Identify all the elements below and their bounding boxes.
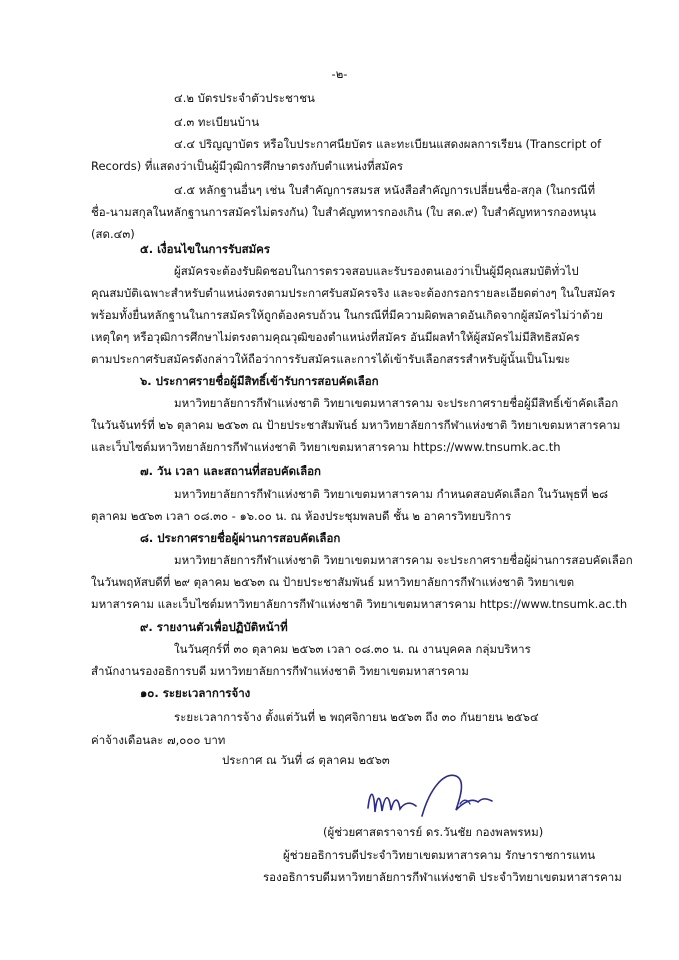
item-4-3: ๔.๓ ทะเบียนบ้าน bbox=[174, 115, 260, 129]
section-9-line1: ในวันศุกร์ที่ ๓๐ ตุลาคม ๒๕๖๓ เวลา ๐๘.๓๐ น. ณ งานบุคคล กลุ่มบริหาร bbox=[174, 642, 531, 656]
section-10-line1: ระยะเวลาการจ้าง ตั้งแต่วันที่ ๒ พฤศจิกายน ๒๕๖๓ ถึง ๓๐ กันยายน ๒๕๖๔ bbox=[174, 710, 539, 724]
section-6-line1: มหาวิทยาลัยการกีฬาแห่งชาติ วิทยาเขตมหาสารคาม จะประกาศรายชื่อผู้มีสิทธิ์เข้าคัดเลือก bbox=[174, 396, 619, 410]
section-7-heading: ๗. วัน เวลา และสถานที่สอบคัดเลือก bbox=[140, 464, 321, 478]
section-6-heading: ๖. ประกาศรายชื่อผู้มีสิทธิ์เข้ารับการสอบคัดเลือก bbox=[140, 374, 379, 388]
handwritten-signature bbox=[360, 768, 510, 828]
section-5-line2: คุณสมบัติเฉพาะสำหรับตำแหน่งตรงตามประกาศรับสมัครจริง และจะต้องกรอกรายละเอียดต่างๆ ในใบสมัคร bbox=[91, 286, 616, 300]
section-8-line1: มหาวิทยาลัยการกีฬาแห่งชาติ วิทยาเขตมหาสารคาม จะประกาศรายชื่อผู้ผ่านการสอบคัดเลือก bbox=[174, 553, 633, 567]
section-6-line2: ในวันจันทร์ที่ ๒๖ ตุลาคม ๒๕๖๓ ณ ป้ายประชาสัมพันธ์ มหาวิทยาลัยการกีฬาแห่งชาติ วิทยาเขตมหาสารคาม bbox=[91, 418, 621, 432]
item-4-4-line1: ๔.๔ ปริญญาบัตร หรือใบประกาศนียบัตร และทะเบียนแสดงผลการเรียน (Transcript of bbox=[174, 137, 602, 151]
page-number: -๒- bbox=[331, 67, 348, 81]
section-8-line3: มหาสารคาม และเว็บไซต์มหาวิทยาลัยการกีฬาแห่งชาติ วิทยาเขตมหาสารคาม https://www.tnsumk.ac.th bbox=[91, 597, 628, 611]
section-5-heading: ๕. เงื่อนไขในการรับสมัคร bbox=[140, 242, 271, 256]
item-4-5-line3: (สด.๔๓) bbox=[91, 227, 135, 241]
item-4-5-line1: ๔.๕ หลักฐานอื่นๆ เช่น ใบสำคัญการสมรส หนังสือสำคัญการเปลี่ยนชื่อ-สกุล (ในกรณีที่ bbox=[174, 183, 596, 197]
announce-date: ประกาศ ณ วันที่ ๘ ตุลาคม ๒๕๖๓ bbox=[222, 753, 390, 767]
item-4-4-line2: Records) ที่แสดงว่าเป็นผู้มีวุฒิการศึกษาตรงกับตำแหน่งที่สมัคร bbox=[91, 159, 403, 173]
item-4-5-line2: ชื่อ-นามสกุลในหลักฐานการสมัครไม่ตรงกัน) ใบสำคัญทหารกองเกิน (ใบ สด.๙) ใบสำคัญทหารกองหนุน bbox=[91, 205, 596, 219]
section-10-line2: ค่าจ้างเดือนละ ๗,๐๐๐ บาท bbox=[91, 733, 226, 747]
section-9-heading: ๙. รายงานตัวเพื่อปฏิบัติหน้าที่ bbox=[140, 620, 288, 634]
signatory-position-line2: รองอธิการบดีมหาวิทยาลัยการกีฬาแห่งชาติ ประจำวิทยาเขตมหาสารคาม bbox=[263, 870, 622, 884]
section-5-line5: ตามประกาศรับสมัครดังกล่าวให้ถือว่าการรับสมัครและการได้เข้ารับเลือกสรรสำหรับผู้นั้นเป็นโมฆะ bbox=[91, 352, 571, 366]
section-8-heading: ๘. ประกาศรายชื่อผู้ผ่านการสอบคัดเลือก bbox=[140, 531, 341, 545]
section-10-heading: ๑๐. ระยะเวลาการจ้าง bbox=[140, 686, 251, 700]
section-6-line3: และเว็บไซต์มหาวิทยาลัยการกีฬาแห่งชาติ วิทยาเขตมหาสารคาม https://www.tnsumk.ac.th bbox=[91, 440, 561, 454]
section-8-line2: ในวันพฤหัสบดีที่ ๒๙ ตุลาคม ๒๕๖๓ ณ ป้ายประชาสัมพันธ์ มหาวิทยาลัยการกีฬาแห่งชาติ วิทยาเขต bbox=[91, 575, 575, 589]
section-5-line4: เหตุใดๆ หรือวุฒิการศึกษาไม่ตรงตามคุณวุฒิของตำแหน่งที่สมัคร อันมีผลทำให้ผู้สมัครไม่มีสิทธิสมัคร bbox=[91, 330, 580, 344]
section-5-line1: ผู้สมัครจะต้องรับผิดชอบในการตรวจสอบและรับรองตนเองว่าเป็นผู้มีคุณสมบัติทั่วไป bbox=[174, 264, 579, 278]
section-5-line3: พร้อมทั้งยื่นหลักฐานในการสมัครให้ถูกต้องครบถ้วน ในกรณีที่มีความผิดพลาดอันเกิดจากผู้สมัครไม่ว่าด้วย bbox=[91, 308, 603, 322]
item-4-2: ๔.๒ บัตรประจำตัวประชาชน bbox=[174, 91, 315, 105]
signatory-name: (ผู้ช่วยศาสตราจารย์ ดร.วันชัย กองพลพรหม) bbox=[323, 825, 544, 839]
signatory-position-line1: ผู้ช่วยอธิการบดีประจำวิทยาเขตมหาสารคาม รักษาราชการแทน bbox=[283, 848, 596, 862]
section-9-line2: สำนักงานรองอธิการบดี มหาวิทยาลัยการกีฬาแห่งชาติ วิทยาเขตมหาสารคาม bbox=[91, 664, 469, 678]
section-7-line1: มหาวิทยาลัยการกีฬาแห่งชาติ วิทยาเขตมหาสารคาม กำหนดสอบคัดเลือก ในวันพุธที่ ๒๘ bbox=[174, 487, 608, 501]
section-7-line2: ตุลาคม ๒๕๖๓ เวลา ๐๘.๓๐ - ๑๖.๐๐ น. ณ ห้องประชุมพลบดี ชั้น ๒ อาคารวิทยบริการ bbox=[91, 509, 512, 523]
